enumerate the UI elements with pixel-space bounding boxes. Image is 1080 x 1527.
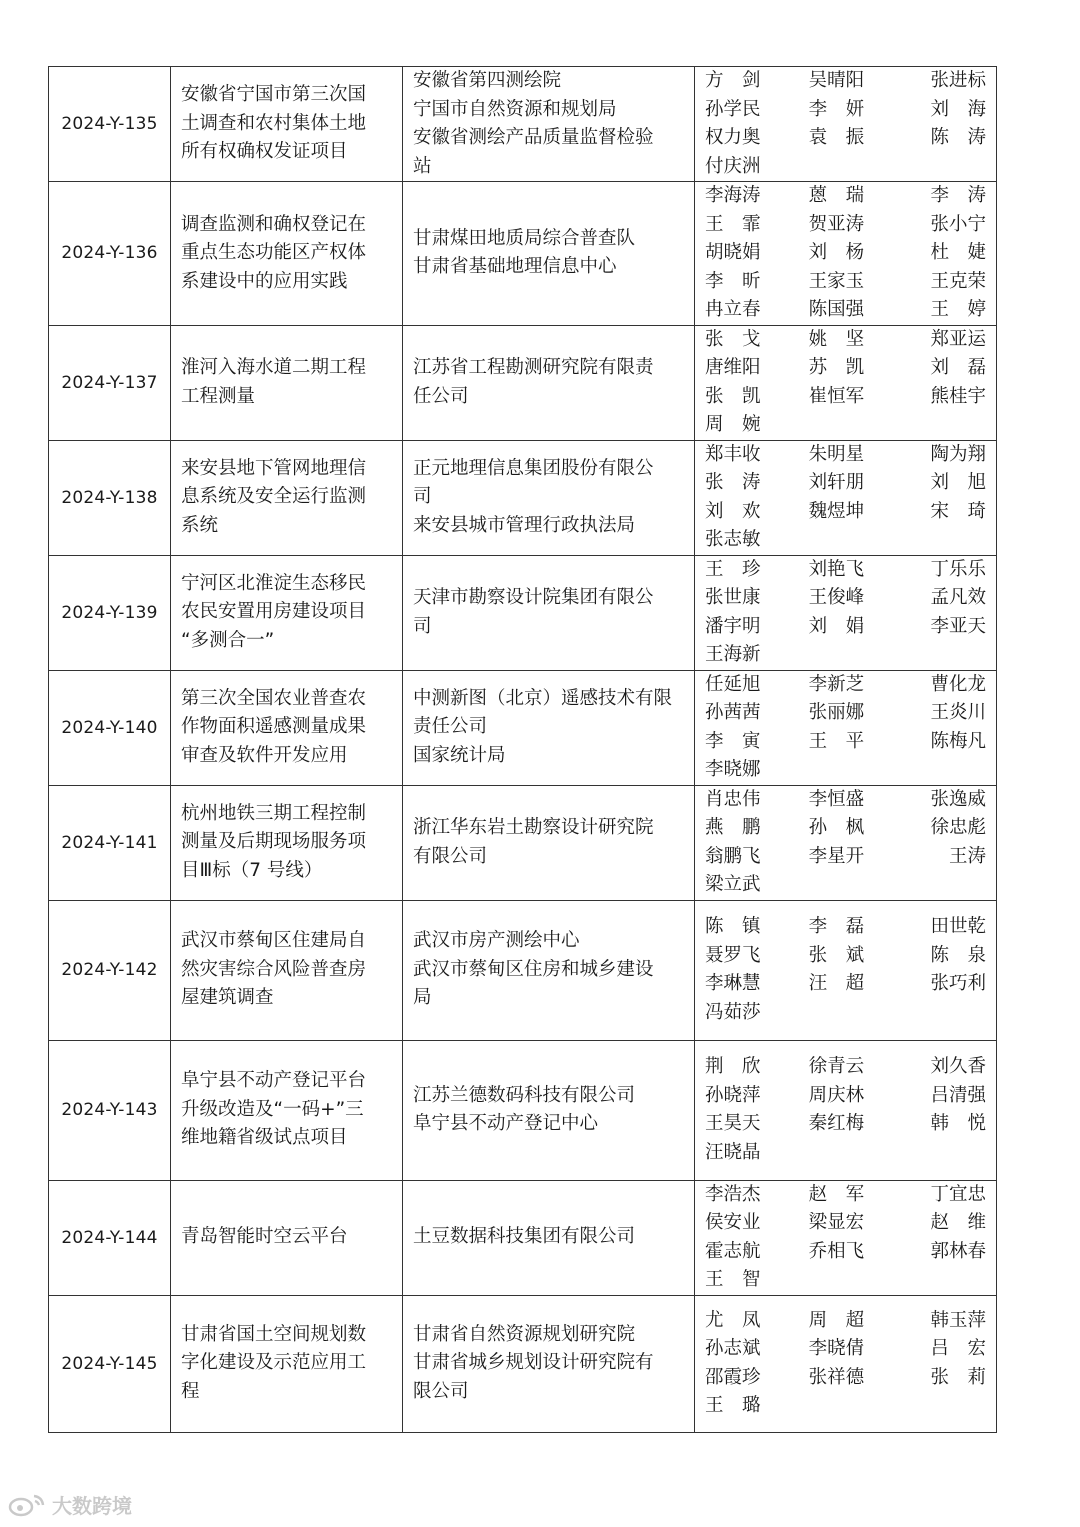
organization-line: 站 [413, 155, 432, 177]
contributor-name: 郑丰收 [705, 443, 761, 465]
organization-line: 天津市勘察设计院集团有限公 [413, 587, 654, 608]
organizations [403, 325, 695, 440]
contributor-name: 张 斌 [808, 944, 865, 966]
contributor-name: 王海新 [705, 644, 761, 665]
project-name-line: 宁河区北淮淀生态移民 [181, 572, 367, 594]
weibo-logo-icon [8, 1492, 48, 1518]
contributor-name: 韩 悦 [930, 1113, 986, 1134]
project-name-line: 调查监测和确权登记在 [181, 213, 367, 235]
contributor-name: 朱明星 [808, 443, 865, 465]
contributor-name: 汪晓晶 [705, 1141, 761, 1163]
contributor-name: 李海涛 [705, 185, 761, 206]
contributors [695, 325, 997, 440]
contributor-grid [695, 1053, 996, 1167]
organizations [403, 1040, 695, 1180]
organization-line: 局 [413, 987, 432, 1009]
contributor-name: 张 涛 [705, 472, 761, 493]
project-name-line: 第三次全国农业普查农 [181, 687, 367, 709]
contributor-name: 翁鹏飞 [705, 845, 761, 867]
contributor-name: 宋 琦 [930, 500, 986, 522]
project-id: 2024-Y-143 [49, 1040, 171, 1180]
contributor-name: 刘艳飞 [808, 558, 865, 580]
contributor-name: 秦红梅 [808, 1113, 865, 1134]
organization-line: 正元地理信息集团股份有限公 [413, 457, 654, 479]
organization-line: 安徽省测绘产品质量监督检验 [413, 127, 654, 148]
contributors [695, 67, 997, 182]
organizations [403, 670, 695, 785]
table-body [49, 67, 997, 1433]
project-name-line: 系统 [181, 514, 219, 536]
contributor-name: 孙 枫 [808, 817, 865, 838]
contributor-name: 张进标 [930, 70, 986, 91]
organization-line: 有限公司 [413, 845, 488, 867]
contributor-name: 丁乐乐 [930, 558, 986, 580]
contributor-name: 尤 凤 [705, 1309, 761, 1331]
contributor-name: 赵 军 [808, 1183, 865, 1205]
contributor-name: 刘久香 [930, 1056, 986, 1077]
project-id: 2024-Y-137 [49, 325, 171, 440]
project-name [171, 670, 403, 785]
project-name-line: 系建设中的应用实践 [181, 270, 348, 292]
contributor-name: 潘宇明 [705, 615, 761, 637]
contributors [695, 440, 997, 555]
contributor-name: 侯安业 [705, 1212, 761, 1233]
contributor-name: 周 婉 [705, 414, 761, 435]
contributor-grid [695, 182, 996, 325]
organization-line: 来安县城市管理行政执法局 [413, 514, 636, 536]
contributor-name: 刘 旭 [930, 472, 986, 493]
contributor-name: 付庆洲 [705, 155, 761, 177]
organization-line: 司 [413, 486, 432, 508]
contributor-name: 王 智 [705, 1269, 761, 1290]
contributor-name: 刘轩朋 [808, 472, 865, 493]
contributor-name: 邵霞珍 [705, 1366, 761, 1388]
organization-line: 责任公司 [413, 716, 488, 738]
contributor-name: 王俊峰 [808, 587, 865, 608]
table-row [49, 440, 997, 555]
organization-line: 甘肃煤田地质局综合普查队 [413, 227, 636, 249]
contributor-name: 陶为翔 [930, 443, 986, 465]
table-row [49, 670, 997, 785]
project-id: 2024-Y-145 [49, 1295, 171, 1432]
contributor-name: 徐青云 [808, 1056, 865, 1077]
contributors [695, 1180, 997, 1295]
contributor-name: 王 婷 [930, 299, 986, 320]
contributor-name: 熊桂宇 [930, 385, 986, 407]
contributor-name: 燕 鹏 [705, 817, 761, 838]
project-name-line: 重点生态功能区产权体 [181, 242, 367, 263]
project-name-line: 字化建设及示范应用工 [181, 1352, 367, 1374]
contributor-name: 田世乾 [930, 916, 986, 937]
organization-line: 武汉市蔡甸区住房和城乡建设 [413, 958, 654, 980]
table-row [49, 785, 997, 900]
contributor-name: 孙学民 [705, 98, 761, 120]
contributor-name: 李 涛 [930, 185, 986, 206]
contributor-name: 张世康 [705, 587, 761, 608]
contributors [695, 182, 997, 326]
project-id: 2024-Y-136 [49, 182, 171, 326]
contributor-name: 李 妍 [808, 98, 865, 120]
project-name-line: 目Ⅲ标（7 号线） [181, 859, 323, 881]
project-id: 2024-Y-142 [49, 900, 171, 1040]
contributors [695, 1040, 997, 1180]
organization-line: 土豆数据科技集团有限公司 [413, 1226, 636, 1248]
contributor-name: 刘 娟 [808, 615, 865, 637]
table-row [49, 1180, 997, 1295]
contributor-name: 周庆林 [808, 1084, 865, 1106]
contributor-name: 刘 磊 [930, 357, 986, 378]
organization-line: 江苏兰德数码科技有限公司 [413, 1084, 636, 1106]
project-id: 2024-Y-140 [49, 670, 171, 785]
project-name-line: 来安县地下管网地理信 [181, 457, 367, 479]
project-name-line: 升级改造及“一码+”三 [181, 1098, 364, 1120]
contributor-name: 丁宜忠 [930, 1183, 986, 1205]
contributor-grid [695, 1181, 996, 1295]
contributor-name: 权力奥 [705, 127, 761, 148]
project-name-line: 农民安置用房建设项目 [181, 601, 367, 623]
project-name [171, 900, 403, 1040]
organization-line: 浙江华东岩土勘察设计研究院 [413, 817, 654, 838]
contributor-name: 乔相飞 [808, 1240, 865, 1262]
table-row [49, 1040, 997, 1180]
contributor-name: 孙茜茜 [705, 702, 761, 723]
contributor-name: 王 璐 [705, 1395, 761, 1416]
contributor-name: 姚 坚 [808, 328, 865, 350]
project-name-line: 然灾害综合风险普查房 [181, 958, 367, 980]
contributor-name: 陈 涛 [930, 127, 986, 148]
contributor-name: 王克荣 [930, 270, 986, 292]
contributor-name: 张志敏 [705, 529, 761, 550]
contributor-name: 荆 欣 [705, 1056, 761, 1077]
project-name-line: 甘肃省国土空间规划数 [181, 1323, 367, 1345]
contributor-name: 孟凡效 [930, 587, 986, 608]
table-row [49, 555, 997, 670]
contributor-name: 张 戈 [705, 328, 761, 350]
contributors [695, 785, 997, 900]
table-row [49, 67, 997, 182]
contributor-grid [695, 67, 996, 181]
organization-line: 甘肃省基础地理信息中心 [413, 256, 617, 278]
contributor-name: 肖忠伟 [705, 788, 761, 810]
organizations [403, 440, 695, 555]
project-name [171, 182, 403, 326]
project-name-line: 作物面积遥感测量成果 [181, 716, 367, 738]
project-name-line: 程 [181, 1380, 200, 1402]
organization-line: 安徽省第四测绘院 [413, 70, 562, 91]
contributor-name: 王家玉 [808, 270, 865, 292]
contributor-name: 徐忠彪 [930, 817, 986, 838]
project-name [171, 785, 403, 900]
contributor-name: 王炎川 [930, 702, 986, 723]
project-name-line: 安徽省宁国市第三次国 [181, 84, 367, 106]
contributor-name: 郑亚运 [930, 328, 986, 350]
contributor-name: 赵 维 [930, 1212, 986, 1233]
project-name-line: 淮河入海水道二期工程 [181, 357, 367, 378]
organization-line: 甘肃省城乡规划设计研究院有 [413, 1352, 654, 1374]
contributor-name: 李恒盛 [808, 788, 865, 810]
contributor-name: 张祥德 [808, 1366, 865, 1388]
contributors [695, 555, 997, 670]
project-name-line: 武汉市蔡甸区住建局自 [181, 930, 367, 952]
organizations [403, 785, 695, 900]
watermark [8, 1490, 132, 1519]
contributor-name: 张丽娜 [808, 702, 865, 723]
contributor-name: 张 凯 [705, 385, 761, 407]
table-row [49, 900, 997, 1040]
contributor-name: 聂罗飞 [705, 944, 761, 966]
contributor-name: 吕 宏 [930, 1338, 986, 1359]
project-name-line: 杭州地铁三期工程控制 [181, 802, 367, 824]
contributor-grid [695, 556, 996, 670]
contributor-name: 王昊天 [705, 1113, 761, 1134]
contributor-name: 刘 杨 [808, 242, 865, 263]
contributor-name: 李 磊 [808, 916, 865, 937]
contributor-name: 梁立武 [705, 874, 761, 895]
contributor-name: 刘 欢 [705, 500, 761, 522]
project-name-line: 所有权确权发证项目 [181, 141, 348, 163]
table-row [49, 1295, 997, 1432]
contributor-name: 贺亚涛 [808, 213, 865, 235]
organization-line: 武汉市房产测绘中心 [413, 930, 580, 952]
organization-line: 江苏省工程勘测研究院有限责 [413, 357, 654, 378]
organization-line: 阜宁县不动产登记中心 [413, 1113, 599, 1134]
contributor-name: 冯茹莎 [705, 1001, 761, 1023]
awards-table [48, 66, 997, 1433]
organizations [403, 1180, 695, 1295]
contributor-grid [695, 671, 996, 785]
contributor-name: 蒽 瑞 [808, 185, 865, 206]
project-name-line: 工程测量 [181, 385, 256, 407]
contributors [695, 900, 997, 1040]
organizations [403, 1295, 695, 1432]
contributor-name: 张逸威 [930, 788, 986, 810]
watermark-text: 大数跨境 [52, 1494, 132, 1518]
contributor-name: 李晓倩 [808, 1338, 865, 1359]
contributor-grid [695, 1307, 996, 1421]
project-name-line: 审查及软件开发应用 [181, 744, 348, 766]
project-id: 2024-Y-138 [49, 440, 171, 555]
contributor-name: 王涛 [948, 845, 986, 867]
contributor-name: 袁 振 [808, 127, 865, 148]
project-name [171, 325, 403, 440]
contributor-name: 张 莉 [930, 1366, 986, 1388]
contributors [695, 670, 997, 785]
contributor-name: 梁显宏 [808, 1212, 865, 1233]
project-id: 2024-Y-135 [49, 67, 171, 182]
contributor-name: 陈国强 [808, 299, 865, 320]
organization-line: 司 [413, 615, 432, 637]
organizations [403, 900, 695, 1040]
project-name-line: 青岛智能时空云平台 [181, 1226, 348, 1248]
contributor-name: 孙晓萍 [705, 1084, 761, 1106]
organization-line: 国家统计局 [413, 744, 506, 766]
contributor-grid [695, 786, 996, 900]
contributor-name: 曹化龙 [930, 673, 986, 695]
project-name-line: 息系统及安全运行监测 [181, 486, 367, 508]
contributor-name: 魏煜坤 [808, 500, 865, 522]
contributor-grid [695, 326, 996, 440]
organization-line: 任公司 [413, 385, 469, 407]
project-id: 2024-Y-144 [49, 1180, 171, 1295]
project-name [171, 440, 403, 555]
project-name [171, 1040, 403, 1180]
contributor-name: 周 超 [808, 1309, 865, 1331]
project-id: 2024-Y-139 [49, 555, 171, 670]
contributor-name: 李浩杰 [705, 1183, 761, 1205]
contributor-name: 张小宁 [930, 213, 986, 235]
contributor-name: 汪 超 [808, 973, 865, 994]
organization-line: 限公司 [413, 1380, 469, 1402]
contributor-name: 刘 海 [930, 98, 986, 120]
table-row [49, 325, 997, 440]
contributor-name: 崔恒军 [808, 385, 865, 407]
contributor-name: 李琳慧 [705, 973, 761, 994]
organizations [403, 67, 695, 182]
contributor-name: 方 剑 [705, 70, 761, 91]
contributor-name: 冉立春 [705, 299, 761, 320]
contributor-name: 陈 泉 [930, 944, 986, 966]
contributor-name: 吴晴阳 [808, 70, 865, 91]
contributor-name: 杜 婕 [930, 242, 986, 263]
contributor-grid [695, 913, 996, 1027]
contributor-name: 李新芝 [808, 673, 865, 695]
project-name-line: “多测合一” [181, 629, 275, 651]
contributor-name: 任延旭 [705, 673, 761, 695]
project-name [171, 1180, 403, 1295]
organizations [403, 182, 695, 326]
project-name-line: 屋建筑调查 [181, 987, 274, 1009]
contributor-name: 孙志斌 [705, 1338, 761, 1359]
project-id: 2024-Y-141 [49, 785, 171, 900]
table-row [49, 182, 997, 326]
organizations [403, 555, 695, 670]
contributor-name: 霍志航 [705, 1240, 761, 1262]
contributors [695, 1295, 997, 1432]
contributor-name: 唐维阳 [705, 357, 761, 378]
organization-line: 甘肃省自然资源规划研究院 [413, 1323, 636, 1345]
project-name-line: 测量及后期现场服务项 [181, 831, 367, 853]
contributor-name: 李亚天 [930, 615, 986, 637]
contributor-name: 李 昕 [705, 270, 761, 292]
contributor-name: 苏 凯 [808, 357, 865, 378]
contributor-name: 王 平 [808, 730, 865, 752]
contributor-name: 陈梅凡 [930, 730, 986, 752]
contributor-name: 韩玉萍 [930, 1309, 986, 1331]
contributor-name: 胡晓娟 [705, 242, 761, 263]
organization-line: 宁国市自然资源和规划局 [413, 98, 617, 120]
contributor-grid [695, 441, 996, 555]
project-name-line: 维地籍省级试点项目 [181, 1127, 348, 1149]
contributor-name: 张巧利 [930, 973, 986, 994]
project-name [171, 555, 403, 670]
project-name-line: 阜宁县不动产登记平台 [181, 1070, 367, 1092]
contributor-name: 陈 镇 [705, 916, 761, 937]
project-name [171, 1295, 403, 1432]
project-name-line: 土调查和农村集体土地 [181, 112, 367, 134]
contributor-name: 王 珍 [705, 558, 761, 580]
project-name [171, 67, 403, 182]
contributor-name: 李星开 [808, 845, 865, 867]
contributor-name: 王 霏 [705, 213, 761, 235]
contributor-name: 郭林春 [930, 1240, 986, 1262]
contributor-name: 李晓娜 [705, 759, 761, 780]
contributor-name: 李 寅 [705, 730, 761, 752]
contributor-name: 吕清强 [930, 1084, 986, 1106]
organization-line: 中测新图（北京）遥感技术有限 [413, 687, 673, 709]
